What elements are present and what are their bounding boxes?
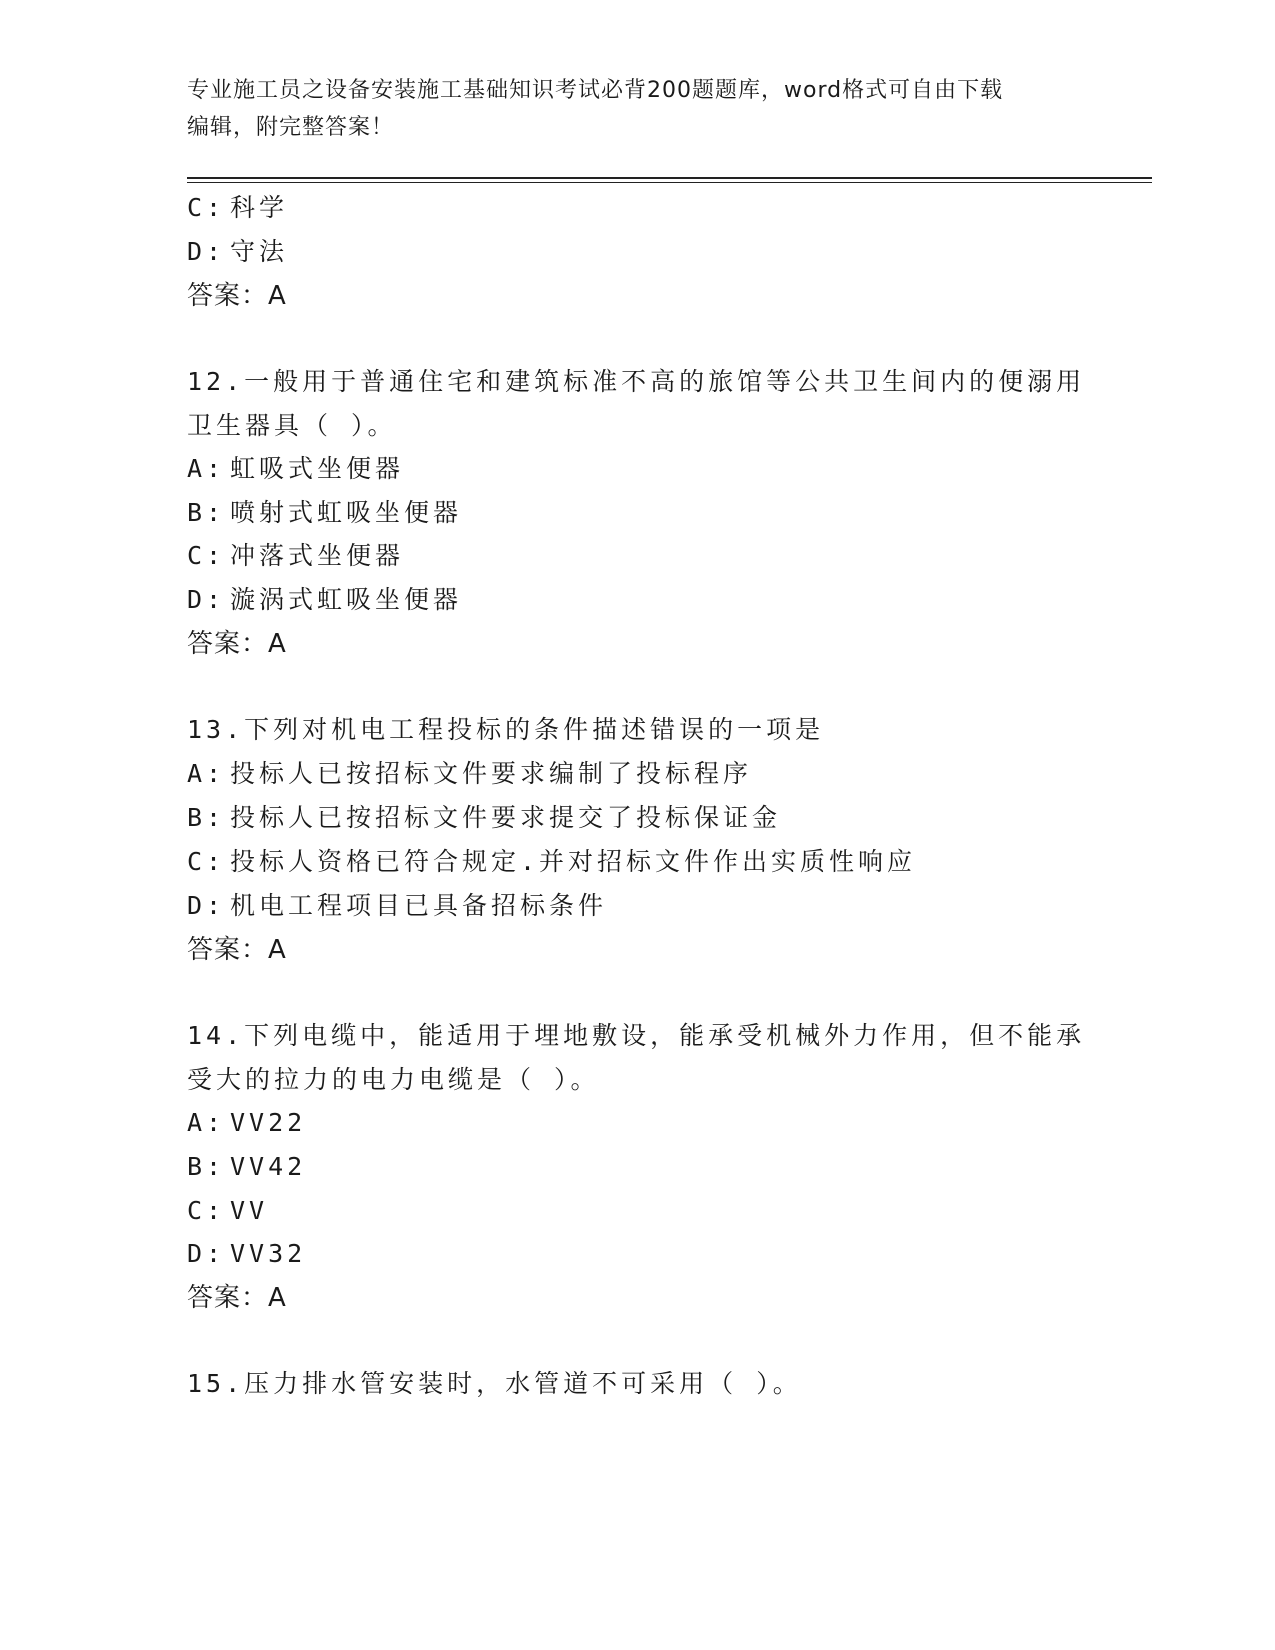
q14-stem-line-2: 受大的拉力的电力电缆是（ ）。: [187, 1065, 600, 1094]
q14-answer: 答案：A: [187, 1283, 287, 1313]
option-text: VV42: [230, 1152, 307, 1181]
q13-stem-line-1: 13.下列对机电工程投标的条件描述错误的一项是: [187, 715, 825, 744]
q12-answer: 答案：A: [187, 629, 287, 659]
option-text: 科学: [230, 193, 289, 222]
q14-option-b: [187, 1152, 306, 1182]
q13-answer: 答案：A: [187, 935, 287, 965]
q13-option-d: [187, 891, 607, 921]
q13-option-c: [187, 847, 916, 877]
header-rule-thin: [187, 182, 1152, 183]
q12-option-d: [187, 585, 462, 615]
q12-stem-line-2: 卫生器具（ ）。: [187, 411, 397, 440]
q14-option-d: [187, 1239, 306, 1269]
q11-option-d: [187, 237, 288, 267]
option-letter: B:: [187, 498, 226, 527]
option-letter: D:: [187, 1239, 226, 1268]
option-text: 守法: [230, 237, 289, 266]
q11-option-c: [187, 193, 288, 223]
option-text: VV: [230, 1196, 269, 1225]
header-line-1: 专业施工员之设备安装施工基础知识考试必背200题题库，word格式可自由下载: [187, 78, 1004, 103]
option-letter: B:: [187, 803, 226, 832]
q12-option-a: [187, 454, 404, 484]
document-header: [187, 72, 1087, 146]
option-text: 投标人已按招标文件要求编制了投标程序: [230, 759, 753, 788]
header-rule-thick: [187, 177, 1152, 179]
option-letter: C:: [187, 1196, 226, 1225]
option-letter: B:: [187, 1152, 226, 1181]
option-text: 投标人资格已符合规定.并对招标文件作出实质性响应: [230, 847, 917, 876]
option-letter: A:: [187, 454, 226, 483]
option-letter: D:: [187, 585, 226, 614]
header-line-2: 编辑，附完整答案！: [187, 115, 395, 140]
option-text: VV22: [230, 1108, 307, 1137]
q15-stem-line-1: 15.压力排水管安装时，水管道不可采用（ ）。: [187, 1369, 802, 1398]
option-text: 喷射式虹吸坐便器: [230, 498, 463, 527]
option-text: 冲落式坐便器: [230, 541, 405, 570]
option-letter: C:: [187, 193, 226, 222]
option-text: 投标人已按招标文件要求提交了投标保证金: [230, 803, 782, 832]
option-letter: A:: [187, 1108, 226, 1137]
q12-stem-line-1: 12.一般用于普通住宅和建筑标准不高的旅馆等公共卫生间内的便溺用: [187, 367, 1086, 396]
q12-option-c: [187, 541, 404, 571]
option-text: 漩涡式虹吸坐便器: [230, 585, 463, 614]
option-letter: D:: [187, 237, 226, 266]
q14-option-a: [187, 1108, 306, 1138]
q11-answer: 答案：A: [187, 281, 287, 311]
option-letter: C:: [187, 541, 226, 570]
option-text: 虹吸式坐便器: [230, 454, 405, 483]
q13-option-b: [187, 803, 781, 833]
q14-stem-line-1: 14.下列电缆中，能适用于埋地敷设，能承受机械外力作用，但不能承: [187, 1021, 1086, 1050]
option-letter: A:: [187, 759, 226, 788]
option-text: VV32: [230, 1239, 307, 1268]
option-text: 机电工程项目已具备招标条件: [230, 891, 608, 920]
option-letter: C:: [187, 847, 226, 876]
q14-option-c: [187, 1196, 268, 1226]
option-letter: D:: [187, 891, 226, 920]
q13-option-a: [187, 759, 752, 789]
q12-option-b: [187, 498, 462, 528]
